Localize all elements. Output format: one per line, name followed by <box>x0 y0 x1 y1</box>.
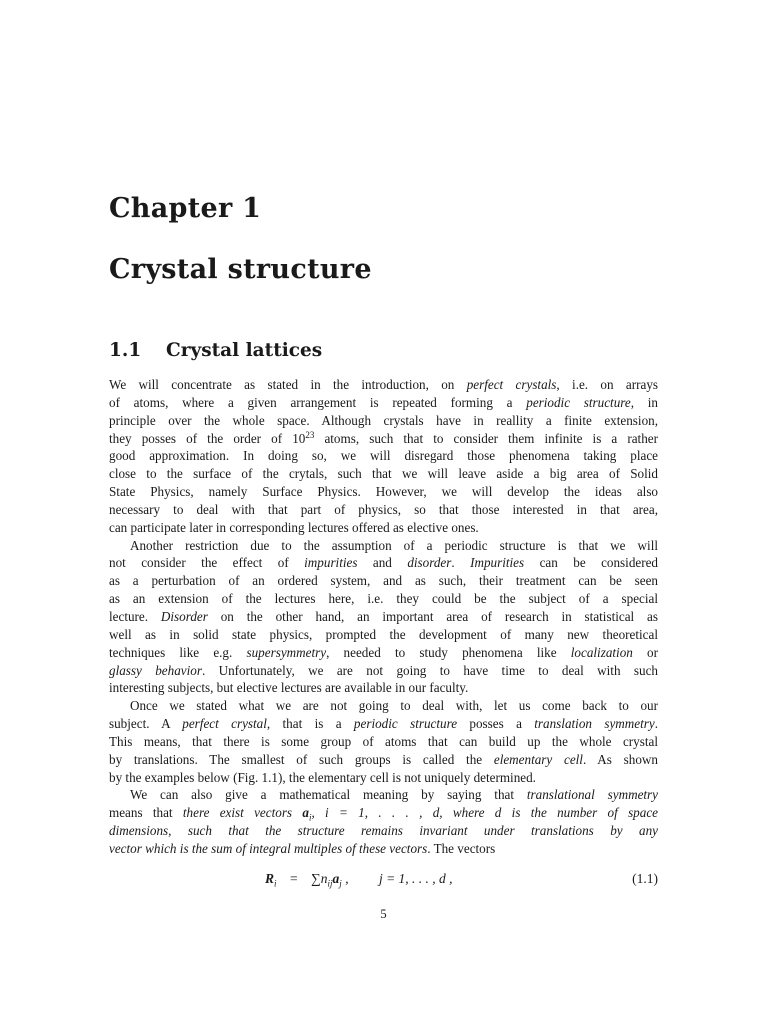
text-run: , that is a <box>266 716 354 732</box>
eq-condition: j = 1, . . . , d , <box>378 871 453 886</box>
equation-1-1 <box>109 871 658 891</box>
text-run: subject. A <box>109 716 183 732</box>
paragraph-2-line-1 <box>109 537 658 555</box>
text-run: periodic structure <box>353 716 458 732</box>
text-run: techniques like e.g. <box>109 644 247 660</box>
text-run: We will concentrate as stated in the introduction, on <box>109 377 467 392</box>
text-run: necessary to deal with that part of physics, so that those interested in that area, <box>109 501 658 517</box>
eq-rhs2-sub: j <box>339 878 342 889</box>
text-run: , i.e. on arrays <box>556 377 659 392</box>
paragraph-4-line-3 <box>109 822 658 840</box>
eq-rhs: ∑n <box>311 871 328 886</box>
paragraph-2-line-4 <box>109 590 658 608</box>
text-run: means that <box>109 805 183 821</box>
text-run: impurities <box>304 555 358 571</box>
text-run: good approximation. In doing so, we will disregard those phenomena taking place <box>109 448 658 464</box>
text-run: supersymmetry <box>246 644 327 660</box>
text-run: by the examples below (Fig. 1.1), the elementary cell is not uniquely determined. <box>109 769 536 785</box>
paragraph-1-line-5 <box>109 447 658 465</box>
text-run: State Physics, namely Surface Physics. However, we will develop the ideas also <box>109 484 658 500</box>
text-run: they posses of the order of 10 <box>109 430 306 446</box>
text-run: principle over the whole space. Although crystals have in reallity a finite extension, <box>109 412 658 428</box>
text-run: Disorder <box>160 608 208 624</box>
text-run: . <box>451 555 471 571</box>
section-heading <box>109 340 322 361</box>
text-run: can be considered <box>524 555 659 571</box>
paragraph-2-line-9 <box>109 679 658 697</box>
text-run: i <box>308 812 312 823</box>
paragraph-2-line-3 <box>109 572 658 590</box>
text-run: perfect crystal <box>182 716 267 732</box>
text-run: can participate later in corresponding lectures offered as elective ones. <box>109 519 479 535</box>
paragraph-3-line-3 <box>109 733 658 751</box>
text-run: a <box>302 805 309 821</box>
text-run: there exist vectors <box>182 805 303 821</box>
page-number: 5 <box>380 907 387 921</box>
text-run: posses a <box>457 716 535 732</box>
text-run: , i = 1, . . . , d, where d is the number of space <box>311 805 658 821</box>
paragraph-2-line-2 <box>109 554 658 572</box>
text-run: interesting subjects, but elective lectures are available in our faculty. <box>109 680 469 696</box>
text-run: We can also give a mathematical meaning by saying that <box>130 787 527 803</box>
paragraph-1-line-1 <box>109 376 658 394</box>
chapter-title: Crystal structure <box>109 254 372 285</box>
paragraph-2-line-5 <box>109 608 658 626</box>
eq-lhs: R <box>265 871 275 886</box>
text-run: of atoms, where a given arrangement is repeated forming a <box>109 394 527 410</box>
text-run: . The vectors <box>427 840 496 856</box>
paragraph-1-line-3 <box>109 412 658 430</box>
paragraph-4-line-4 <box>109 840 658 858</box>
text-run: lecture. <box>109 608 161 624</box>
text-run: Another restriction due to the assumption of a periodic structure is that we will <box>130 537 658 553</box>
chapter-label: Chapter 1 <box>109 193 262 224</box>
equation-body <box>265 871 453 889</box>
text-run: by translations. The smallest of such groups is called the <box>109 751 494 767</box>
text-run: , in <box>630 394 658 410</box>
text-run: not consider the effect of <box>109 555 305 571</box>
text-run: , needed to study phenomena like <box>326 644 571 660</box>
paragraph-1-line-6 <box>109 465 658 483</box>
text-run: . As shown <box>582 751 658 767</box>
section-number: 1.1 <box>109 340 142 361</box>
text-run: translation symmetry <box>534 716 655 732</box>
text-run: Once we stated what we are not going to deal with, let us come back to our <box>130 698 658 714</box>
text-run: well as in solid state physics, prompted the development of many new theoretical <box>109 626 658 642</box>
eq-rhs-tail: , <box>341 871 349 886</box>
text-run: translational symmetry <box>526 787 658 803</box>
paragraph-3-line-4 <box>109 751 658 769</box>
text-run: This means, that there is some group of atoms that can build up the whole crystal <box>109 733 658 749</box>
eq-rhs2: a <box>332 871 340 886</box>
paragraph-2-line-8 <box>109 662 658 680</box>
eq-lhs-sub: i <box>274 878 277 889</box>
text-run: close to the surface of the crytals, such that we will leave aside a big area of Solid <box>109 466 658 482</box>
body-text <box>109 376 658 858</box>
paragraph-1-line-9 <box>109 519 658 537</box>
text-run: and <box>357 555 408 571</box>
eq-rhs-sub: ij <box>327 878 333 889</box>
text-run: or <box>632 644 658 660</box>
text-run: elementary cell <box>493 751 583 767</box>
paragraph-3-line-1 <box>109 697 658 715</box>
paragraph-1-line-8 <box>109 501 658 519</box>
text-run: periodic structure <box>526 394 631 410</box>
text-run: vector which is the sum of integral multiples of these vectors <box>109 840 428 856</box>
paragraph-2-line-6 <box>109 626 658 644</box>
paragraph-2-line-7 <box>109 644 658 662</box>
paragraph-1-line-4 <box>109 430 658 448</box>
text-run: dimensions, such that the structure remains invariant under translations by any <box>109 823 658 839</box>
paragraph-1-line-2 <box>109 394 658 412</box>
text-run: glassy behavior <box>109 662 202 678</box>
text-run: . <box>654 716 658 732</box>
paragraph-1-line-7 <box>109 483 658 501</box>
equation-number: (1.1) <box>632 871 658 886</box>
text-run: Impurities <box>470 555 525 571</box>
text-run: . Unfortunately, we are not going to have time to deal with such <box>201 662 658 678</box>
text-run: 23 <box>305 429 315 440</box>
paragraph-4-line-1 <box>109 786 658 804</box>
text-run: localization <box>570 644 633 660</box>
text-run: perfect crystals <box>466 377 557 392</box>
section-title: Crystal lattices <box>166 340 323 361</box>
paragraph-4-line-2 <box>109 804 658 822</box>
text-run: as a perturbation of an ordered system, and as such, their treatment can be seen <box>109 573 658 589</box>
text-run: disorder <box>407 555 452 571</box>
paragraph-3-line-2 <box>109 715 658 733</box>
text-run: on the other hand, an important area of research in statistical as <box>207 608 658 624</box>
text-run: atoms, such that to consider them infinite is a rather <box>314 430 658 446</box>
text-run: as an extension of the lectures here, i.e. they could be the subject of a special <box>109 591 658 607</box>
paragraph-3-line-5 <box>109 769 658 787</box>
eq-equals: = <box>290 871 298 886</box>
